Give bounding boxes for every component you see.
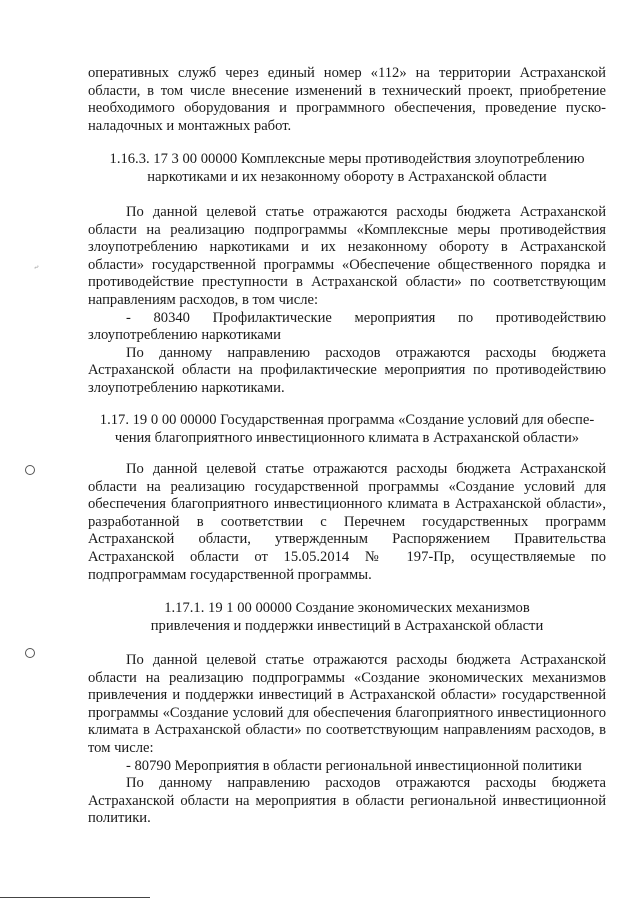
body-paragraph-6: По данной целевой статье отражаются расходы бюджета Астраханской области на реализацию подпрограммы «Создание экономических механизмов привлечения и поддержки инвестиций в Астраханской области» государственной программы «Создание условий для обеспечения благоприятного инвестиционного климата в Астраханской области» по соответствующим направлениям расходов, в том числе: [88, 652, 606, 756]
expense-direction-80790: - 80790 Мероприятия в области региональной инвестиционной политики [126, 757, 582, 774]
scan-mark: ~ [31, 261, 42, 273]
heading-line-1: 1.16.3. 17 3 00 00000 Комплексные меры противодействия злоупотреблению [109, 151, 585, 167]
body-paragraph-1: оперативных служб через единый номер «112» на территории Астраханской области, в том числе внесение изменений в технический проект, приобретение необходимого оборудования и программного обеспечения, проведение пуско-наладочных и монтажных работ. [88, 65, 606, 134]
section-heading-1-17 [88, 412, 606, 447]
hole-punch-mark-2 [25, 648, 35, 658]
body-paragraph-2: По данной целевой статье отражаются расходы бюджета Астраханской области на реализацию подпрограммы «Комплексные меры противодействия злоупотреблению наркотиками и их незаконному обороту в Астраханской области» государственной программы «Обеспечение общественного порядка и противодействие преступности в Астраханской области» по соответствующим направлениям расходов, в том числе: [88, 204, 606, 308]
body-block-2 [88, 204, 606, 398]
page-bottom-rule [0, 897, 150, 898]
heading-line-1: 1.17. 19 0 00 00000 Государственная программа «Создание условий для обеспе- [99, 412, 595, 428]
expense-direction-80340: - 80340 Профилактические мероприятия по противодействию злоупотреблению наркотиками [88, 309, 606, 344]
heading-line-2: привлечения и поддержки инвестиций в Астраханской области [150, 617, 544, 634]
hole-punch-mark-1 [25, 465, 35, 475]
body-paragraph-8: По данному направлению расходов отражаются расходы бюджета Астраханской области на мероприятия в области региональной инвестиционной политики. [88, 775, 606, 827]
body-paragraph-4: По данному направлению расходов отражаются расходы бюджета Астраханской области на профилактические мероприятия по противодействию злоупотреблению наркотиками. [88, 344, 606, 396]
section-heading-1-16-3 [88, 151, 606, 186]
heading-line-2: чения благоприятного инвестиционного климата в Астраханской области» [114, 429, 580, 446]
body-paragraph-5: По данной целевой статье отражаются расходы бюджета Астраханской области на реализацию государственной программы «Создание условий для обеспечения благоприятного инвестиционного климата в Астраханской области», разработанной в соответствии с Перечнем государственных программ Астраханской области, утвержденным Распоряжением Правительства Астраханской области от 15.05.2014 № 197-Пр, осуществляемые по подпрограммам государственной программы. [88, 461, 606, 583]
heading-line-2: наркотиками и их незаконному обороту в Астраханской области [147, 168, 547, 185]
body-block-5 [88, 461, 606, 584]
heading-line-1: 1.17.1. 19 1 00 00000 Создание экономических механизмов [164, 600, 530, 616]
section-heading-1-17-1 [88, 600, 606, 635]
body-block-6 [88, 652, 606, 828]
